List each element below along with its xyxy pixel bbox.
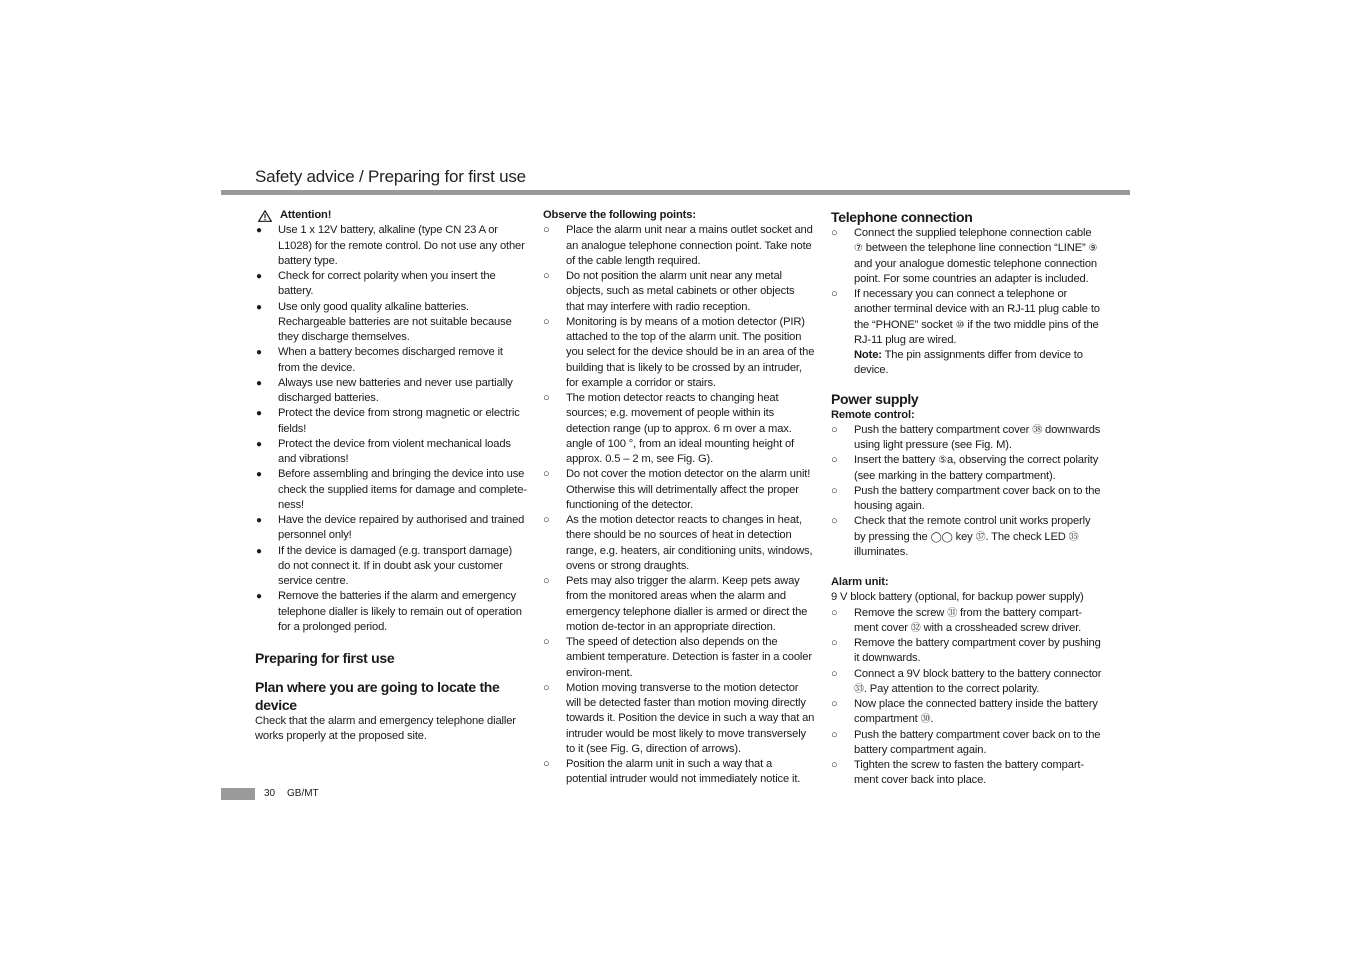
- list-item: ● If the device is damaged (e.g. transport damage) do not connect it. If in doubt ask your customer service centre.: [256, 544, 513, 587]
- bullet-dot: ●: [256, 515, 262, 526]
- list-item: ○ The speed of detection also depends on the ambient temperature. Detection is faster in a cooler environ-ment.: [543, 636, 812, 679]
- warning-triangle-icon: [258, 210, 272, 222]
- circle-marker: ○: [543, 315, 550, 328]
- circle-marker: ○: [831, 637, 838, 649]
- bullet-dot: ●: [256, 438, 262, 450]
- list-item: ○ Push the battery compartment cover back on to the battery compartment again.: [831, 728, 1101, 756]
- circle-marker: ○: [831, 288, 838, 300]
- circle-marker: ○: [543, 224, 550, 237]
- circle-marker: ○: [831, 484, 838, 497]
- bullet-dot: ●: [256, 225, 262, 237]
- power-heading: Power supply: [831, 390, 919, 407]
- bullet-dot: ●: [256, 377, 262, 389]
- column-1: [255, 208, 527, 745]
- remote-control-heading: Remote control:: [831, 408, 915, 421]
- list-item: ● Use 1 x 12V battery, alkaline (type CN 23 A or L1028) for the remote control. Do not use any other battery type.: [256, 224, 525, 267]
- circle-marker: ○: [831, 606, 838, 619]
- bullet-dot: ●: [256, 408, 262, 420]
- plan-text: Check that the alarm and emergency telephone dialler works properly at the proposed site.: [255, 715, 516, 743]
- list-item: ○ Monitoring is by means of a motion detector (PIR) attached to the top of the alarm unit. The position you select for the device should be in an area of the building that is likely to be crossed by an intruder, for example a corridor or stairs.: [543, 315, 815, 389]
- note-text: The pin assignments differ from device to device.: [854, 349, 1083, 377]
- list-item: ○ Connect a 9V block battery to the battery connector ㉝. Pay attention to the correct polarity.: [831, 667, 1102, 695]
- circle-marker: ○: [543, 636, 550, 648]
- attention-label: Attention!: [280, 209, 332, 221]
- list-item: ○ Remove the battery compartment cover by pushing it downwards.: [831, 637, 1101, 665]
- list-item: ○ As the motion detector reacts to changes in heat, there should be no sources of heat in detection range, e.g. heaters, air conditioning units, windows, ovens or strong draughts.: [543, 514, 813, 572]
- list-item: ● Use only good quality alkaline batteries. Rechargeable batteries are not suitable because they discharge themselves.: [256, 300, 512, 343]
- observe-heading: Observe the following points:: [543, 209, 696, 221]
- list-item: ○ Tighten the screw to fasten the battery compart-ment cover back into place.: [831, 759, 1084, 787]
- telephone-heading: Telephone connection: [831, 209, 973, 225]
- note-label: Note:: [854, 349, 882, 361]
- attention-list: [255, 223, 527, 635]
- region-code: GB/MT: [287, 788, 319, 799]
- circle-marker: ○: [831, 698, 838, 710]
- title-rule: [221, 190, 1130, 195]
- list-item: ● Remove the batteries if the alarm and emergency telephone dialler is likely to remain out of operation for a prolonged period.: [256, 590, 522, 633]
- list-item: ○ Insert the battery ⑤a, observing the correct polarity (see marking in the battery compartment).: [831, 454, 1099, 482]
- list-item: ○ Check that the remote control unit works properly by pressing the ◯◯ key ㊲. The check LED ㉟ illuminates.: [831, 515, 1091, 558]
- page-number: 30: [264, 788, 276, 799]
- list-item: ● Before assembling and bringing the device into use check the supplied items for damage and complete-ness!: [256, 468, 527, 511]
- circle-marker: ○: [831, 423, 838, 436]
- list-item: ○ Now place the connected battery inside the battery compartment ㉚.: [831, 698, 1098, 726]
- list-item: ● Protect the device from strong magnetic or electric fields!: [256, 407, 520, 435]
- alarm-unit-heading: Alarm unit:: [831, 576, 889, 588]
- bullet-dot: ●: [256, 591, 262, 603]
- remote-list: [831, 423, 1103, 560]
- list-item: ○ Motion moving transverse to the motion detector will be detected faster than motion moving directly towards it. Position the device in such a way that an intruder would be most likely to move transversely to it (see Fig. G, direction of arrows).: [543, 681, 815, 755]
- circle-marker: ○: [543, 681, 550, 694]
- list-item: ○ Push the battery compartment cover ㊳ downwards using light pressure (see Fig. M).: [831, 423, 1101, 451]
- list-item: ○ Place the alarm unit near a mains outlet socket and an analogue telephone connection point. Take note of the cable length required.: [543, 224, 813, 267]
- list-item: ○ Position the alarm unit in such a way that a potential intruder would not immediately notice it.: [543, 758, 801, 786]
- list-item: ○ If necessary you can connect a telephone or another terminal device with an RJ-11 plug cable to the “PHONE” socket ⑩ if the two middle pins of the RJ-11 plug are wired. Note: The pin assignments differ from device to device.: [831, 288, 1100, 377]
- key-symbol-icon: ◯◯: [930, 531, 953, 543]
- circle-marker: ○: [543, 392, 550, 404]
- page-title: Safety advice / Preparing for first use: [255, 167, 526, 186]
- bullet-dot: ●: [256, 545, 262, 557]
- list-item: ○ The motion detector reacts to changing heat sources; e.g. movement of people within its detection range (up to approx. 6 m over a max. angle of 100 °, from an ideal mounting height of approx. 0.5 – 2 m, see Fig. G).: [543, 392, 795, 465]
- bullet-dot: ●: [256, 347, 262, 359]
- alarm-intro: 9 V block battery (optional, for backup power supply): [831, 591, 1084, 604]
- list-item: ● Check for correct polarity when you insert the battery.: [256, 270, 496, 298]
- circle-marker: ○: [543, 758, 550, 770]
- footer-bar: [221, 788, 255, 800]
- list-item: ○ Push the battery compartment cover back on to the housing again.: [831, 484, 1101, 512]
- preparing-heading: Preparing for first use: [255, 650, 395, 666]
- observe-list: [543, 223, 815, 787]
- alarm-list: [831, 606, 1103, 789]
- circle-marker: ○: [831, 227, 838, 239]
- telephone-list: [831, 226, 1103, 379]
- circle-marker: ○: [543, 468, 550, 481]
- circle-marker: ○: [831, 454, 838, 467]
- circle-marker: ○: [831, 515, 838, 528]
- list-item: ○ Connect the supplied telephone connection cable ⑦ between the telephone line connection “LINE” ⑨ and your analogue domestic telephone connection point. For some countries an adapter is included.: [831, 227, 1098, 285]
- circle-marker: ○: [543, 270, 550, 282]
- circle-marker: ○: [831, 667, 838, 680]
- list-item: ● Have the device repaired by authorised and trained personnel only!: [256, 514, 525, 542]
- list-item: ○ Remove the screw ㉛ from the battery compart-ment cover ㉜ with a crossheaded screw driver.: [831, 606, 1082, 634]
- circle-marker: ○: [543, 514, 550, 526]
- column-2: [543, 208, 815, 788]
- column-3: [831, 208, 1103, 789]
- list-item: ○ Pets may also trigger the alarm. Keep pets away from the monitored areas when the alarm and emergency telephone dialler is armed or direct the motion de-tector in an appropriate direction.: [543, 575, 808, 633]
- attention-heading: [255, 208, 527, 223]
- list-item: ○ Do not cover the motion detector on the alarm unit! Otherwise this will detrimentally affect the proper functioning of the detector.: [543, 468, 811, 511]
- list-item: ● Always use new batteries and never use partially discharged batteries.: [256, 376, 513, 404]
- plan-heading: Plan where you are going to locate the device: [255, 679, 500, 713]
- circle-marker: ○: [831, 759, 838, 771]
- circle-marker: ○: [543, 575, 550, 587]
- bullet-dot: ●: [256, 271, 262, 282]
- list-item: ● When a battery becomes discharged remove it from the device.: [256, 346, 503, 374]
- circle-marker: ○: [831, 728, 838, 741]
- bullet-dot: ●: [256, 301, 262, 313]
- list-item: ● Protect the device from violent mechanical loads and vibrations!: [256, 437, 511, 465]
- list-item: ○ Do not position the alarm unit near any metal objects, such as metal cabinets or other objects that may interfere with radio reception.: [543, 270, 795, 313]
- bullet-dot: ●: [256, 469, 262, 481]
